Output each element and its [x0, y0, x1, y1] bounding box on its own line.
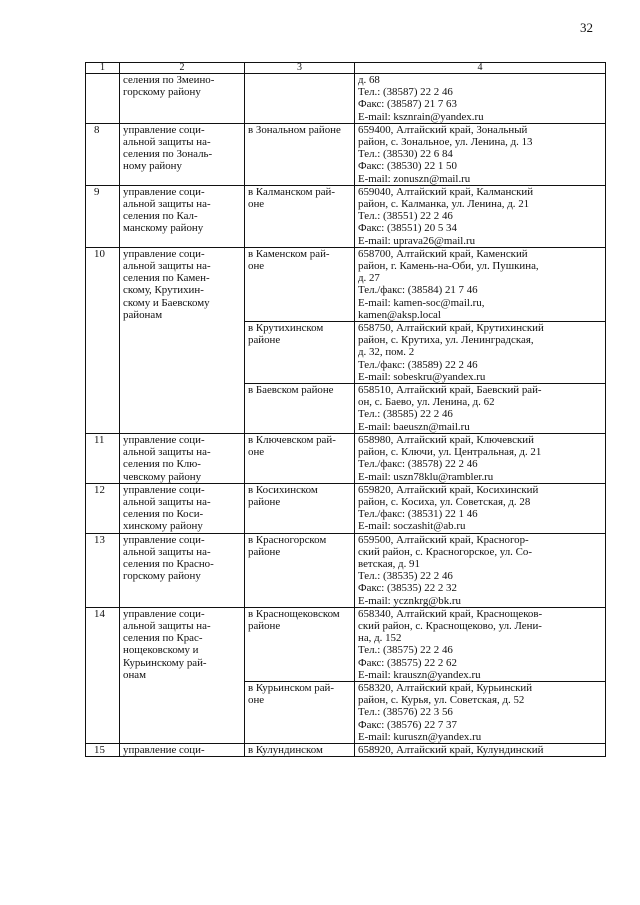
- header-row: [86, 63, 606, 74]
- institution-name-line: управление соци-: [123, 743, 205, 756]
- email-line: E-mail: sobeskru@yandex.ru: [358, 370, 486, 383]
- address-line: Тел.: (38587) 22 2 46: [358, 86, 453, 99]
- institution-name-line: управление соци-: [123, 123, 205, 136]
- institution-name-line: альной защиты на-: [123, 446, 211, 459]
- address-line: Тел.: (38535) 22 2 46: [358, 570, 453, 583]
- institution-name: [120, 743, 245, 756]
- table-row: [86, 185, 606, 247]
- institution-name-line: скому и Баевскому: [123, 296, 210, 309]
- table-row: [86, 74, 606, 124]
- row-number: 10: [86, 247, 120, 433]
- header-col-4: 4: [355, 63, 606, 74]
- institution-name: [120, 247, 245, 433]
- address-cell: [355, 533, 606, 607]
- district-cell: [245, 483, 355, 533]
- email-line: E-mail: kamen-soc@mail.ru,: [358, 296, 485, 309]
- institution-name-line: селения по Клю-: [123, 458, 201, 471]
- email-line: E-mail: uprava26@mail.ru: [358, 234, 476, 247]
- district-cell: [245, 185, 355, 247]
- address-line: район, с. Зональное, ул. Ленина, д. 13: [358, 136, 533, 149]
- institution-name-line: чевскому району: [123, 470, 202, 483]
- district-line: в Каменском рай-: [248, 247, 330, 260]
- table-row: [86, 483, 606, 533]
- address-line: 659040, Алтайский край, Калманский: [358, 185, 534, 198]
- address-cell: [355, 743, 606, 756]
- address-cell: [355, 247, 606, 321]
- address-line: район, с. Крутиха, ул. Ленинградская,: [358, 334, 534, 347]
- address-cell: [355, 322, 606, 384]
- address-line: район, с. Курья, ул. Советская, д. 52: [358, 694, 525, 707]
- email-line: E-mail: baeuszn@mail.ru: [358, 420, 470, 433]
- institution-name-line: нощековскому и: [123, 644, 199, 657]
- address-cell: [355, 74, 606, 124]
- institution-name-line: хинскому району: [123, 520, 203, 533]
- district-line: в Калманском рай-: [248, 185, 335, 198]
- address-line: ский район, с. Красногорское, ул. Со-: [358, 545, 532, 558]
- institution-name-line: селения по Красно-: [123, 557, 214, 570]
- institution-name: [120, 533, 245, 607]
- email-line: E-mail: krauszn@yandex.ru: [358, 668, 481, 681]
- row-number: [86, 74, 120, 124]
- table-row: [86, 743, 606, 756]
- district-line: оне: [248, 694, 265, 707]
- address-line: Факс: (38535) 22 2 32: [358, 582, 457, 595]
- address-line: Тел./факс: (38589) 22 2 46: [358, 358, 478, 371]
- address-cell: [355, 123, 606, 185]
- row-number: 15: [86, 743, 120, 756]
- address-line: Факс: (38551) 20 5 34: [358, 222, 457, 235]
- institution-name-line: селения по Крас-: [123, 632, 203, 645]
- district-cell: [245, 384, 355, 434]
- institutions-table: [85, 62, 606, 757]
- district-cell: [245, 322, 355, 384]
- district-line: в Баевском районе: [248, 384, 334, 397]
- address-cell: [355, 185, 606, 247]
- email-line: E-mail: kuruszn@yandex.ru: [358, 730, 482, 743]
- address-line: д. 68: [358, 74, 380, 86]
- institution-name-line: управление соци-: [123, 483, 205, 496]
- address-line: на, д. 152: [358, 632, 402, 645]
- district-line: районе: [248, 545, 281, 558]
- institution-name-line: альной защиты на-: [123, 495, 211, 508]
- institution-name-line: управление соци-: [123, 433, 205, 446]
- address-line: Факс: (38575) 22 2 62: [358, 656, 457, 669]
- institution-name-line: альной защиты на-: [123, 198, 211, 211]
- table-row: [86, 533, 606, 607]
- address-line: 658340, Алтайский край, Краснощеков-: [358, 607, 543, 620]
- table-body: [86, 63, 606, 757]
- district-cell: [245, 74, 355, 124]
- header-col-2: 2: [120, 63, 245, 74]
- address-line: 659820, Алтайский край, Косихинский: [358, 483, 539, 496]
- institution-name: [120, 433, 245, 483]
- institution-name-line: альной защиты на-: [123, 619, 211, 632]
- email-line: E-mail: uszn78klu@rambler.ru: [358, 470, 494, 483]
- email-line: E-mail: ycznkrg@bk.ru: [358, 594, 461, 607]
- address-line: 658920, Алтайский край, Кулундинский: [358, 743, 544, 756]
- row-number: 13: [86, 533, 120, 607]
- address-line: Тел.: (38585) 22 2 46: [358, 408, 453, 421]
- table-row: [86, 607, 606, 681]
- district-line: в Кулундинском: [248, 743, 323, 756]
- address-line: 659400, Алтайский край, Зональный: [358, 123, 528, 136]
- address-line: Факс: (38576) 22 7 37: [358, 718, 457, 731]
- district-line: районе: [248, 495, 281, 508]
- page-number: 32: [580, 20, 593, 35]
- institution-name-line: селения по Змеино-: [123, 74, 215, 86]
- address-line: Тел./факс: (38578) 22 2 46: [358, 458, 478, 471]
- address-line: Тел.: (38576) 22 3 56: [358, 706, 453, 719]
- address-line: 658980, Алтайский край, Ключевский: [358, 433, 534, 446]
- institution-name-line: альной защиты на-: [123, 545, 211, 558]
- table-row: [86, 247, 606, 321]
- address-line: он, с. Баево, ул. Ленина, д. 62: [358, 396, 495, 409]
- district-cell: [245, 533, 355, 607]
- address-line: Тел.: (38575) 22 2 46: [358, 644, 453, 657]
- address-line: 658750, Алтайский край, Крутихинский: [358, 322, 544, 335]
- address-line: район, с. Косиха, ул. Советская, д. 28: [358, 495, 531, 508]
- address-line: район, с. Калманка, ул. Ленина, д. 21: [358, 198, 530, 211]
- address-cell: [355, 607, 606, 681]
- address-line: район, с. Ключи, ул. Центральная, д. 21: [358, 446, 542, 459]
- address-cell: [355, 433, 606, 483]
- district-line: оне: [248, 260, 265, 273]
- institution-name-line: селения по Камен-: [123, 272, 210, 285]
- address-cell: [355, 681, 606, 743]
- address-cell: [355, 483, 606, 533]
- row-number: 8: [86, 123, 120, 185]
- address-line: Тел.: (38530) 22 6 84: [358, 148, 453, 161]
- district-line: оне: [248, 198, 265, 211]
- address-line: 658510, Алтайский край, Баевский рай-: [358, 384, 542, 397]
- email-line: E-mail: soczashit@ab.ru: [358, 520, 466, 533]
- address-line: ветская, д. 91: [358, 557, 420, 570]
- institution-name-line: альной защиты на-: [123, 136, 211, 149]
- institution-name-line: селения по Кал-: [123, 210, 198, 223]
- district-cell: [245, 607, 355, 681]
- institution-name-line: горскому району: [123, 570, 201, 583]
- district-line: в Курьинском рай-: [248, 681, 334, 694]
- institution-name: [120, 74, 245, 124]
- institution-name-line: селения по Зональ-: [123, 148, 213, 161]
- district-line: в Красногорском: [248, 533, 327, 546]
- district-line: оне: [248, 446, 265, 459]
- address-line: д. 32, пом. 2: [358, 346, 415, 359]
- address-line: 658700, Алтайский край, Каменский: [358, 247, 528, 260]
- table-row: [86, 433, 606, 483]
- address-line: 659500, Алтайский край, Красногор-: [358, 533, 529, 546]
- district-line: в Зональном районе: [248, 123, 341, 136]
- header-col-1: 1: [86, 63, 120, 74]
- district-line: в Ключевском рай-: [248, 433, 336, 446]
- table-row: [86, 123, 606, 185]
- address-line: Тел./факс: (38584) 21 7 46: [358, 284, 478, 297]
- address-line: Факс: (38530) 22 1 50: [358, 160, 457, 173]
- institution-name-line: манскому району: [123, 222, 204, 235]
- institution-name: [120, 483, 245, 533]
- email-line: E-mail: ksznrain@yandex.ru: [358, 110, 484, 123]
- row-number: 12: [86, 483, 120, 533]
- address-line: д. 27: [358, 272, 380, 285]
- district-cell: [245, 743, 355, 756]
- institution-name-line: управление соци-: [123, 247, 205, 260]
- institution-name-line: районам: [123, 308, 163, 321]
- row-number: 14: [86, 607, 120, 743]
- district-line: районе: [248, 619, 281, 632]
- district-line: в Краснощековском: [248, 607, 340, 620]
- institution-name-line: управление соци-: [123, 533, 205, 546]
- district-cell: [245, 123, 355, 185]
- institution-name-line: ному району: [123, 160, 182, 173]
- header-col-3: 3: [245, 63, 355, 74]
- address-line: Тел./факс: (38531) 22 1 46: [358, 508, 478, 521]
- email-line: E-mail: zonuszn@mail.ru: [358, 172, 471, 185]
- institution-name-line: селения по Коси-: [123, 508, 204, 521]
- institution-name-line: онам: [123, 668, 146, 681]
- address-cell: [355, 384, 606, 434]
- row-number: 9: [86, 185, 120, 247]
- address-line: 658320, Алтайский край, Курьинский: [358, 681, 533, 694]
- address-line: район, г. Камень-на-Оби, ул. Пушкина,: [358, 260, 539, 273]
- district-cell: [245, 433, 355, 483]
- district-line: в Крутихинском: [248, 322, 324, 335]
- institution-name-line: управление соци-: [123, 185, 205, 198]
- address-line: kamen@aksp.local: [358, 308, 441, 321]
- institution-name-line: скому, Крутихин-: [123, 284, 204, 297]
- address-line: Факс: (38587) 21 7 63: [358, 98, 457, 111]
- institution-name: [120, 607, 245, 743]
- institution-name-line: горскому району: [123, 86, 201, 99]
- institution-name: [120, 123, 245, 185]
- district-cell: [245, 247, 355, 321]
- district-cell: [245, 681, 355, 743]
- row-number: 11: [86, 433, 120, 483]
- address-line: Тел.: (38551) 22 2 46: [358, 210, 453, 223]
- district-line: районе: [248, 334, 281, 347]
- institution-name: [120, 185, 245, 247]
- institution-name-line: Курьинскому рай-: [123, 656, 207, 669]
- district-line: в Косихинском: [248, 483, 318, 496]
- institution-name-line: альной защиты на-: [123, 260, 211, 273]
- address-line: ский район, с. Краснощеково, ул. Лени-: [358, 619, 542, 632]
- institution-name-line: управление соци-: [123, 607, 205, 620]
